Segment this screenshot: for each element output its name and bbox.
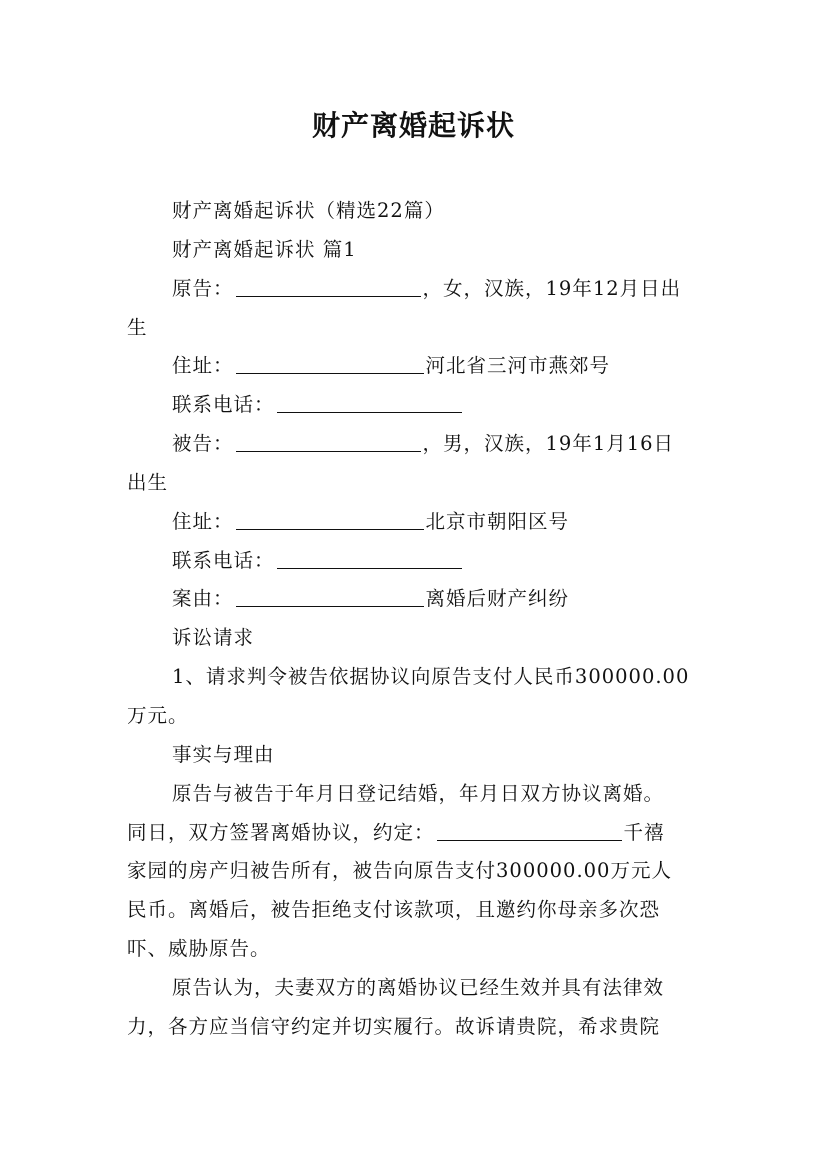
line-text: 出生 [127, 471, 169, 494]
blank-field [236, 431, 421, 452]
continuation-line [127, 698, 703, 734]
field-label: 被告： [172, 432, 234, 455]
line-text: 财产离婚起诉状（精选22篇） [172, 199, 445, 222]
line-text: 万元。 [127, 704, 189, 727]
field-label: 联系电话： [172, 549, 275, 572]
blank-field [277, 392, 462, 413]
claim-item [127, 659, 703, 695]
case-cause-line [127, 581, 703, 617]
document-title: 财产离婚起诉状 [311, 109, 515, 142]
field-label: 原告： [172, 277, 234, 300]
paragraph-line [127, 1009, 703, 1045]
line-text: 家园的房产归被告所有，被告向原告支付300000.00万元人 [127, 859, 672, 882]
paragraph-line [127, 776, 703, 812]
plaintiff-line [127, 271, 703, 307]
paragraph-line [127, 931, 703, 967]
line-text: 1、请求判令被告依据协议向原告支付人民币300000.00 [172, 665, 690, 688]
field-after: ，男，汉族，19年1月16日 [422, 432, 675, 455]
paragraph-line [127, 892, 703, 928]
field-after: 千禧 [623, 821, 665, 844]
field-label: 住址： [172, 354, 234, 377]
line-text: 力，各方应当信守约定并切实履行。故诉请贵院，希求贵院 [127, 1015, 661, 1038]
field-after: ，女，汉族，19年12月日出 [422, 277, 682, 300]
claims-heading [127, 620, 703, 656]
line-text: 吓、威胁原告。 [127, 937, 271, 960]
field-before: 同日，双方签署离婚协议，约定： [127, 821, 435, 844]
line-text: 民币。离婚后，被告拒绝支付该款项，且邀约你母亲多次恐 [127, 898, 661, 921]
line-text: 财产离婚起诉状 篇1 [172, 238, 357, 261]
line-text: 生 [127, 316, 148, 339]
plaintiff-phone-line [127, 387, 703, 423]
paragraph-line [127, 815, 703, 851]
paragraph-line [127, 970, 703, 1006]
blank-field [236, 276, 421, 297]
facts-heading [127, 737, 703, 773]
defendant-phone-line [127, 543, 703, 579]
line-text: 原告与被告于年月日登记结婚，年月日双方协议离婚。 [172, 782, 665, 805]
defendant-line [127, 426, 703, 462]
section-heading [127, 232, 703, 268]
blank-field [236, 509, 424, 530]
field-after: 河北省三河市燕郊号 [425, 354, 611, 377]
blank-field [277, 548, 462, 569]
field-after: 离婚后财产纠纷 [425, 587, 570, 610]
continuation-line [127, 465, 703, 501]
blank-field [236, 353, 424, 374]
paragraph-line [127, 853, 703, 889]
continuation-line [127, 310, 703, 346]
subtitle-line [127, 193, 703, 229]
blank-field [236, 586, 424, 607]
plaintiff-address-line [127, 348, 703, 384]
field-label: 联系电话： [172, 393, 275, 416]
line-text: 诉讼请求 [172, 626, 255, 649]
field-label: 案由： [172, 587, 234, 610]
defendant-address-line [127, 504, 703, 540]
line-text: 原告认为，夫妻双方的离婚协议已经生效并具有法律效 [172, 976, 665, 999]
line-text: 事实与理由 [172, 743, 275, 766]
field-after: 北京市朝阳区号 [425, 510, 570, 533]
blank-field [437, 820, 622, 841]
field-label: 住址： [172, 510, 234, 533]
